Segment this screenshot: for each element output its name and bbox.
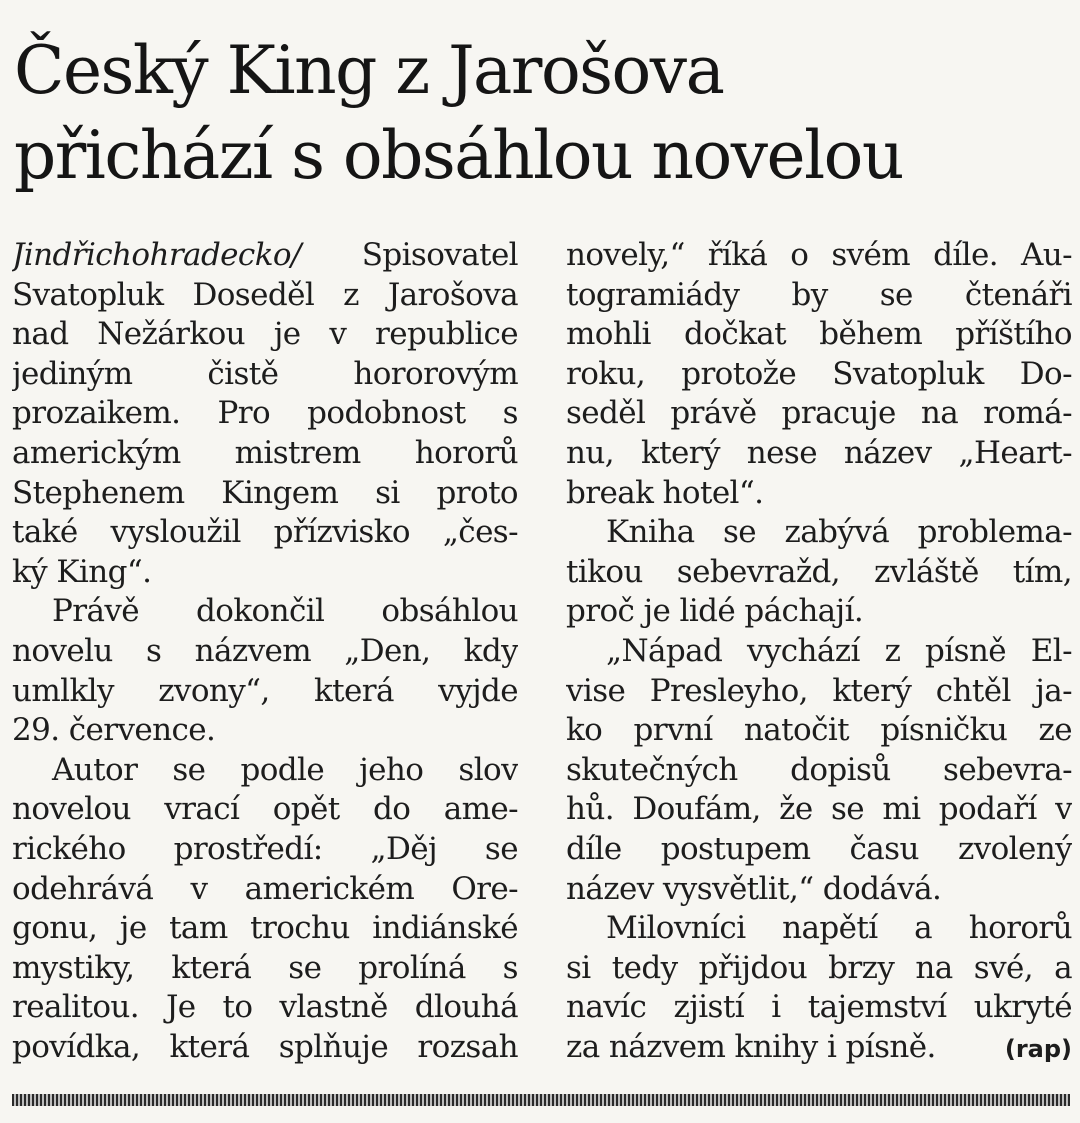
text-line: roku, protože Svatopluk Do- bbox=[566, 355, 1072, 392]
text-line: navíc zjistí i tajemství ukryté bbox=[566, 989, 1072, 1026]
text-line: ký King“. bbox=[12, 553, 152, 590]
text-line: Kniha se zabývá problema- bbox=[606, 514, 1072, 551]
text-line: vise Presleyho, který chtěl ja- bbox=[566, 672, 1072, 709]
left-column bbox=[12, 236, 518, 1067]
final-line bbox=[566, 1028, 1072, 1068]
text-line: 29. července. bbox=[12, 712, 216, 749]
text-line: umlkly zvony“, která vyjde bbox=[12, 672, 518, 709]
headline bbox=[14, 28, 1064, 198]
text-fragment: Spisovatel bbox=[361, 237, 518, 273]
text-line: novelu s názvem „Den, kdy bbox=[12, 632, 518, 669]
text-line: nad Nežárkou je v republice bbox=[12, 316, 518, 353]
text-line: díle postupem času zvolený bbox=[566, 830, 1072, 867]
text-fragment: za názvem knihy i písně. bbox=[566, 1028, 936, 1065]
text-line: realitou. Je to vlastně dlouhá bbox=[12, 989, 518, 1026]
text-line: rického prostředí: „Děj se bbox=[12, 830, 518, 867]
author-signature: (rap) bbox=[1004, 1034, 1072, 1063]
text-line: Právě dokončil obsáhlou bbox=[52, 593, 518, 630]
text-line: novely,“ říká o svém díle. Au- bbox=[566, 237, 1072, 273]
text-line: prozaikem. Pro podobnost s bbox=[12, 395, 518, 432]
text-line: si tedy přijdou brzy na své, a bbox=[566, 949, 1072, 986]
right-column bbox=[566, 236, 1072, 1067]
text-line: odehrává v americkém Ore- bbox=[12, 870, 518, 907]
text-line: hů. Doufám, že se mi podaří v bbox=[566, 791, 1072, 828]
text-line: mystiky, která se prolíná s bbox=[12, 949, 518, 986]
headline-line-1: Český King z Jarošova bbox=[14, 32, 724, 109]
text-line: togramiády by se čtenáři bbox=[566, 276, 1072, 313]
dateline: Jindřichohradecko/ bbox=[12, 237, 301, 273]
text-line: seděl právě pracuje na romá- bbox=[566, 395, 1072, 432]
text-line: mohli dočkat během příštího bbox=[566, 316, 1072, 353]
text-line: Svatopluk Doseděl z Jarošova bbox=[12, 276, 518, 313]
text-line: nu, který nese název „Heart- bbox=[566, 434, 1072, 471]
text-line: americkým mistrem hororů bbox=[12, 434, 518, 471]
text-line: název vysvětlit,“ dodává. bbox=[566, 870, 942, 907]
text-line: Stephenem Kingem si proto bbox=[12, 474, 518, 511]
text-line: Milovníci napětí a hororů bbox=[606, 910, 1072, 947]
text-line: break hotel“. bbox=[566, 474, 764, 511]
text-line: tikou sebevražd, zvláště tím, bbox=[566, 553, 1072, 590]
text-line: proč je lidé páchají. bbox=[566, 593, 864, 630]
text-line: „Nápad vychází z písně El- bbox=[606, 632, 1072, 669]
text-line: povídka, která splňuje rozsah bbox=[12, 1028, 518, 1065]
text-line: jediným čistě hororovým bbox=[12, 355, 518, 392]
text-line: ko první natočit písničku ze bbox=[566, 712, 1072, 749]
text-line bbox=[12, 236, 518, 276]
bottom-rule bbox=[12, 1094, 1070, 1106]
text-line: novelou vrací opět do ame- bbox=[12, 791, 518, 828]
text-line: také vysloužil přízvisko „čes- bbox=[12, 514, 518, 551]
headline-line-2: přichází s obsáhlou novelou bbox=[14, 117, 903, 194]
text-line: Autor se podle jeho slov bbox=[52, 751, 518, 788]
text-line: skutečných dopisů sebevra- bbox=[566, 751, 1072, 788]
text-line: gonu, je tam trochu indiánské bbox=[12, 910, 518, 947]
